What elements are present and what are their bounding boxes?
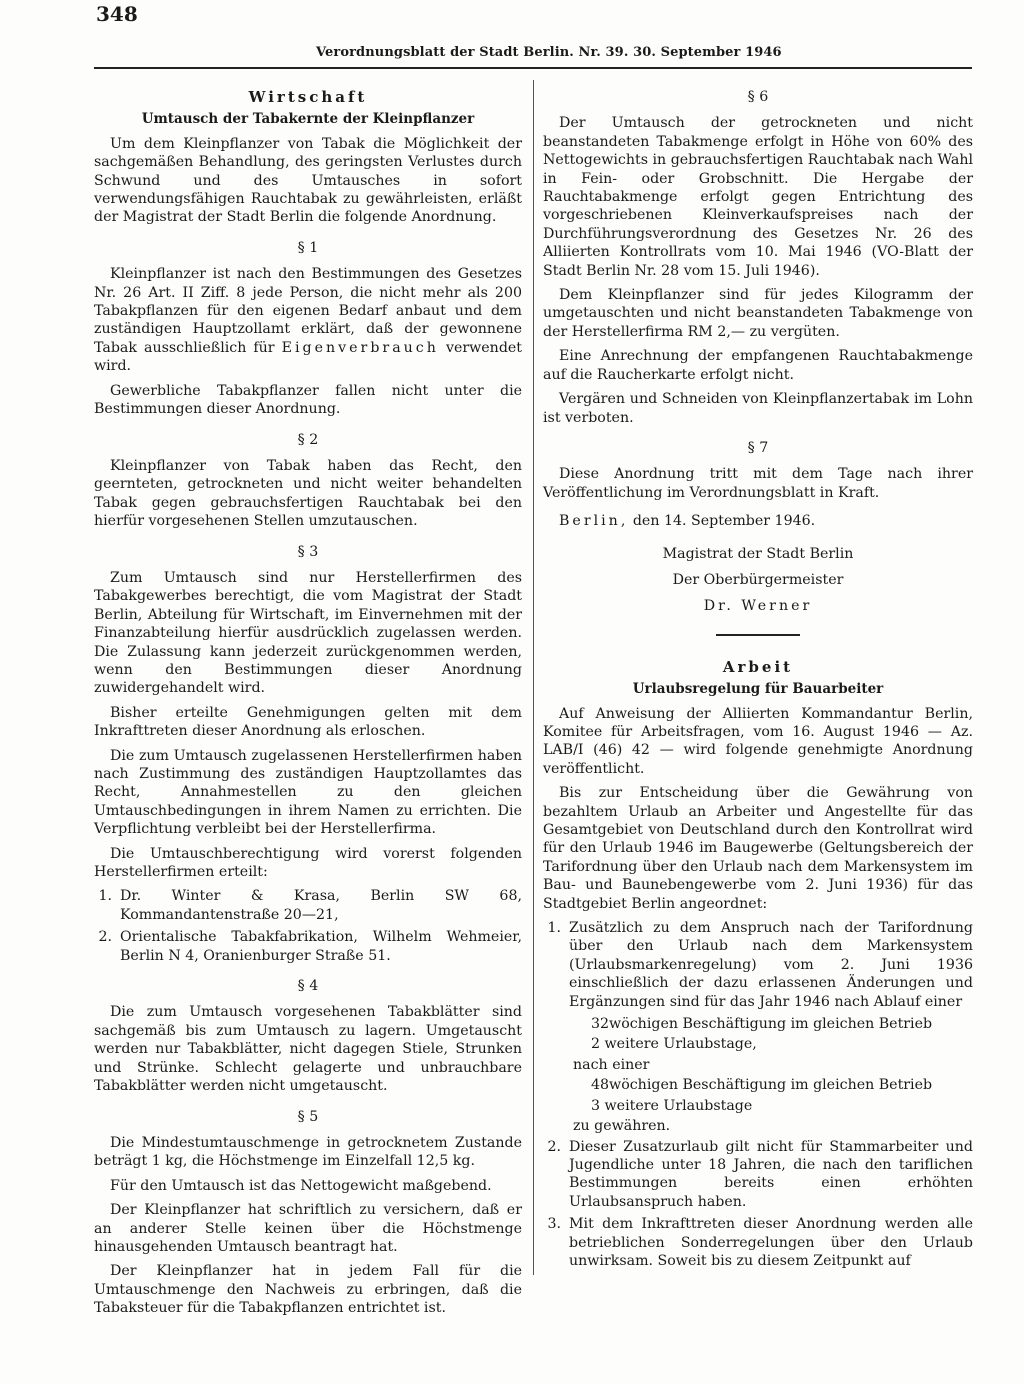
masthead: Verordnungsblatt der Stadt Berlin. Nr. 39. 30. September 1946	[316, 45, 782, 60]
paragraph-3-text-1: Zum Umtausch sind nur Herstellerfirmen des Tabakgewerbes berechtigt, die vom Magistrat der Stadt Berlin, Abteilung für Wirtschaft, im Einvernehmen mit der Finanzabteilung hierfür ausdrücklich zugelassen werden. Die Zulassung kann jederzeit zurückgenommen werden, wenn den Bestimmungen dieser Anordnung zuwidergehandelt wird.	[94, 569, 522, 697]
firm-number: 1.	[98, 888, 112, 905]
date-place: Berlin,	[559, 513, 629, 530]
list-number-1: 1.	[547, 920, 561, 937]
condition-48-weeks: 48wöchigen Beschäftigung im gleichen Betrieb	[591, 1077, 933, 1094]
signature-authority: Magistrat der Stadt Berlin	[662, 545, 854, 562]
date-line	[543, 512, 973, 530]
column-divider	[533, 80, 534, 1275]
paragraph-mark-6: § 6	[747, 89, 769, 105]
list-text-3: Mit dem Inkrafttreten dieser Anordnung werden alle betrieblichen Sonderregelungen über den Urlaub unwirksam. Soweit bis zu diesem Zeitpunkt auf	[569, 1216, 973, 1269]
list-item-2	[543, 1138, 973, 1212]
paragraph-7-text: Diese Anordnung tritt mit dem Tage nach ihrer Veröffentlichung im Verordnungsblatt in Kraft.	[543, 466, 973, 501]
list-number-3: 3.	[547, 1216, 561, 1233]
arbeit-intro-2: Bis zur Entscheidung über die Gewährung von bezahltem Urlaub an Arbeiter und Angestellte für das Gesamtgebiet von Deutschland durch den Kontrollrat wird für den Urlaub 1946 im Baugewerbe (Geltungsbereich der Tarifordnung über den Urlaub nach dem Markensystem im Bau- und Baunebengewerbe vom 2. Juni 1936) für das Stadtgebiet Berlin angeordnet:	[543, 785, 973, 912]
paragraph-4-text: Die zum Umtausch vorgesehenen Tabakblätter sind sachgemäß bis zum Umtausch zu lagern. Umgetauscht werden nur Tabakblätter, nicht dagegen Stiele, Strunken und Strünke. Schlecht gelagerte und unbrauchbare Tabakblätter werden nicht umgetauscht.	[94, 1004, 522, 1095]
paragraph-mark-2: § 2	[297, 431, 319, 448]
paragraph-mark-4: § 4	[297, 978, 319, 995]
list-number-2: 2.	[547, 1138, 561, 1155]
paragraph-5-text-1: Die Mindestumtauschmenge in getrocknetem Zustande beträgt 1 kg, die Höchstmenge im Einzelfall 12,5 kg.	[94, 1134, 522, 1170]
signature-office: Der Oberbürgermeister	[672, 571, 844, 588]
ordinance-title-urlaub: Urlaubsregelung für Bauarbeiter	[632, 681, 884, 698]
paragraph-1-text-b: verwendet wird.	[94, 339, 523, 375]
paragraph-1-text	[94, 265, 522, 375]
firm-number: 2.	[98, 929, 112, 946]
paragraph-6-text-3: Eine Anrechnung der empfangenen Rauchtabakmenge auf die Raucherkarte erfolgt nicht.	[543, 348, 973, 383]
condition-end: zu gewähren.	[573, 1118, 671, 1135]
left-column	[94, 88, 522, 1324]
paragraph-5-text-4: Der Kleinpflanzer hat in jedem Fall für die Umtauschmenge den Nachweis zu erbringen, daß die Tabaksteuer für die Tabakpflanzen entrichtet ist.	[94, 1263, 522, 1317]
date-text: den 14. September 1946.	[632, 513, 816, 530]
emphasis-eigenverbrauch: Eigenverbrauch	[281, 339, 439, 356]
firm-text: Dr. Winter & Krasa, Berlin SW 68, Kommandantenstraße 20—21,	[120, 888, 522, 923]
section-title-wirtschaft: Wirtschaft	[248, 88, 368, 106]
signature-name: Dr. Werner	[703, 598, 813, 615]
list-text-2: Dieser Zusatzurlaub gilt nicht für Stammarbeiter und Jugendliche unter 18 Jahren, die nach den tariflichen Bestimmungen bereits einen erhöhten Urlaubsanspruch haben.	[569, 1138, 973, 1210]
section-separator	[716, 634, 800, 636]
list-item-1	[543, 919, 973, 1011]
list-item-3	[543, 1215, 973, 1270]
condition-connector: nach einer	[573, 1056, 650, 1073]
paragraph-3-text-2: Bisher erteilte Genehmigungen gelten mit dem Inkrafttreten dieser Anordnung als erloschen.	[94, 704, 522, 740]
extra-days-2: 2 weitere Urlaubstage,	[591, 1036, 757, 1053]
paragraph-mark-3: § 3	[297, 543, 319, 560]
paragraph-6-text-4: Vergären und Schneiden von Kleinpflanzertabak im Lohn ist verboten.	[543, 391, 973, 426]
right-column	[543, 88, 973, 1274]
ordinance-title-tabak: Umtausch der Tabakernte der Kleinpflanzer	[141, 111, 475, 128]
paragraph-1-text-2: Gewerbliche Tabakpflanzer fallen nicht unter die Bestimmungen dieser Anordnung.	[94, 382, 522, 418]
extra-days-3: 3 weitere Urlaubstage	[591, 1097, 753, 1114]
intro-paragraph: Um dem Kleinpflanzer von Tabak die Möglichkeit der sachgemäßen Behandlung, des geringsten Verlustes durch Schwund und des Umtausches in sofort verwendungsfähigen Rauchtabak zu gewährleisten, erläßt der Magistrat der Stadt Berlin die folgende Anordnung.	[94, 135, 522, 226]
firm-text: Orientalische Tabakfabrikation, Wilhelm Wehmeier, Berlin N 4, Oranienburger Straße 51.	[120, 929, 522, 964]
firm-list-item	[94, 928, 522, 965]
paragraph-5-text-3: Der Kleinpflanzer hat schriftlich zu versichern, daß er an anderer Stelle keinen über die Höchstmenge hinausgehenden Umtausch beantragt hat.	[94, 1202, 522, 1255]
header-rule	[94, 67, 972, 69]
firm-list-item	[94, 887, 522, 924]
paragraph-mark-5: § 5	[297, 1108, 319, 1125]
paragraph-2-text: Kleinpflanzer von Tabak haben das Recht, den geernteten, getrockneten und nicht weiter behandelten Tabak gegen gebrauchsfertigen Rauchtabak bei den hierfür vorgesehenen Stellen umzutauschen.	[94, 457, 522, 530]
paragraph-3-text-4: Die Umtauschberechtigung wird vorerst folgenden Herstellerfirmen erteilt:	[94, 845, 522, 881]
paragraph-1-text-a: Kleinpflanzer ist nach den Bestimmungen des Gesetzes Nr. 26 Art. II Ziff. 8 jede Person, die nicht mehr als 200 Tabakpflanzen für den eigenen Bedarf anbaut und dem zuständigen Hauptzollamt erklärt, daß der gewonnene Tabak ausschließlich für	[94, 266, 522, 356]
paragraph-5-text-2: Für den Umtausch ist das Nettogewicht maßgebend.	[110, 1177, 492, 1194]
paragraph-6-text-1: Der Umtausch der getrockneten und nicht beanstandeten Tabakmenge erfolgt in Höhe von 60% des Nettogewichts in gebrauchsfertigen Rauchtabak nach Wahl in Fein- oder Grobschnitt. Die Hergabe der Rauchtabakmenge erfolgt gegen Entrichtung des vorgeschriebenen Kleinverkaufspreises nach der Durchführungsverordnung des Gesetzes Nr. 26 des Alliierten Kontrollrats vom 10. Mai 1946 (VO-Blatt der Stadt Berlin Nr. 28 vom 15. Juli 1946).	[543, 115, 973, 279]
page-number: 348	[96, 2, 138, 26]
paragraph-mark-7: § 7	[747, 439, 769, 456]
paragraph-6-text-2: Dem Kleinpflanzer sind für jedes Kilogramm der umgetauschten und nicht beanstandeten Tabakmenge von der Herstellerfirma RM 2,— zu vergüten.	[543, 287, 973, 340]
arbeit-intro-1: Auf Anweisung der Alliierten Kommandantur Berlin, Komitee für Arbeitsfragen, vom 16. August 1946 — Az. LAB/I (46) 42 — wird folgende genehmigte Anordnung veröffentlicht.	[543, 705, 973, 777]
condition-32-weeks: 32wöchigen Beschäftigung im gleichen Betrieb	[591, 1016, 933, 1033]
list-text-1: Zusätzlich zu dem Anspruch nach der Tarifordnung über den Urlaub nach dem Markensystem (Urlaubsmarkenregelung) vom 2. Juni 1936 einschließlich der dazu erlassenen Änderungen und Ergänzungen sind für das Jahr 1946 nach Ablauf einer	[569, 920, 973, 1010]
paragraph-3-text-3: Die zum Umtausch zugelassenen Herstellerfirmen haben nach Zustimmung des zuständigen Hauptzollamtes das Recht, Annahmestellen zu den gleichen Umtauschbedingungen in ihrem Namen zu errichten. Die Verpflichtung verbleibt bei der Herstellerfirma.	[94, 747, 522, 838]
paragraph-mark-1: § 1	[297, 239, 319, 256]
section-title-arbeit: Arbeit	[722, 657, 794, 676]
